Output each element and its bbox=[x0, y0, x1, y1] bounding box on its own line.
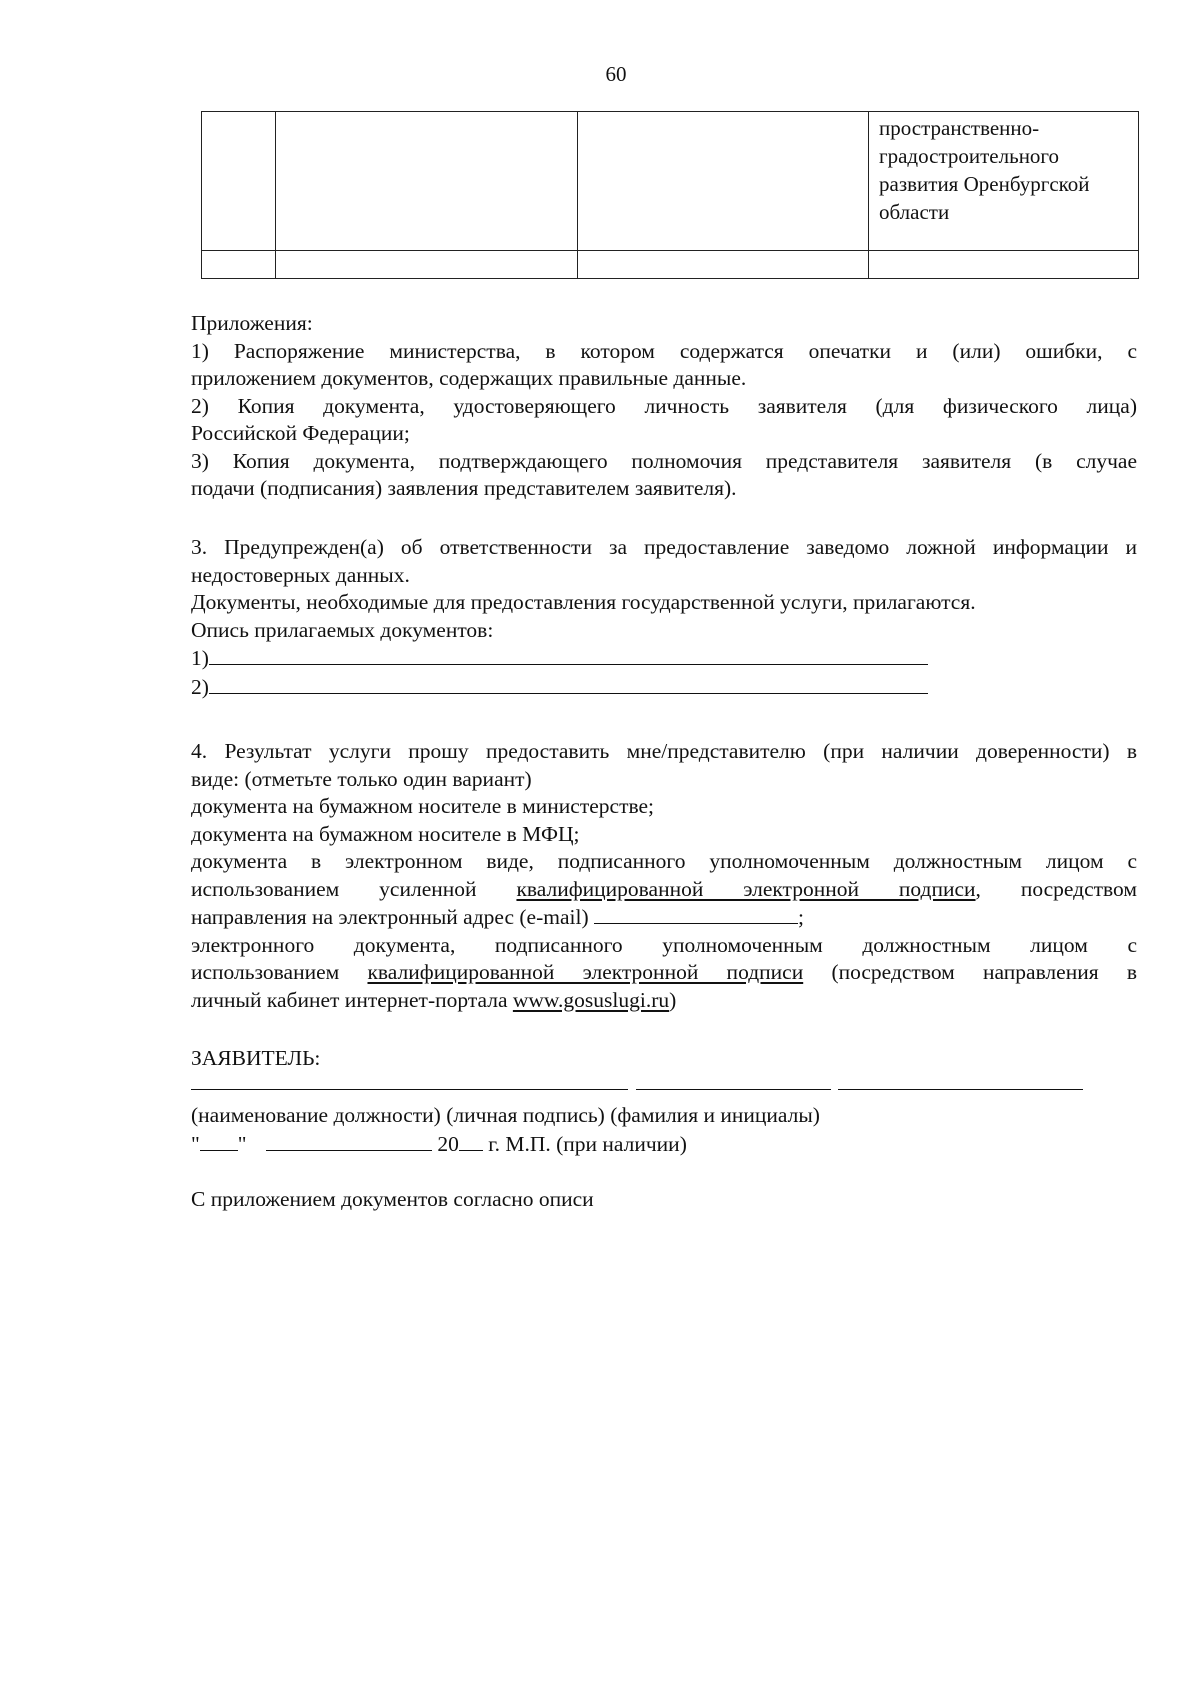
table-cell-authority bbox=[869, 112, 1139, 251]
inventory-field-2[interactable] bbox=[209, 673, 928, 694]
attachment-item-2: 2) Копия документа, удостоверяющего личность заявителя (для физического лица) bbox=[191, 393, 1137, 418]
footer-note: С приложением документов согласно описи bbox=[191, 1187, 594, 1211]
option-electronic-email[interactable]: документа в электронном виде, подписанного уполномоченным должностным лицом с bbox=[191, 849, 1137, 873]
inventory-item-1: 1) bbox=[191, 644, 1137, 673]
option-paper-mfc[interactable]: документа на бумажном носителе в МФЦ; bbox=[191, 821, 580, 846]
gosuslugi-link[interactable]: www.gosuslugi.ru bbox=[512, 987, 670, 1012]
option-electronic-portal-cont-2: личный кабинет интернет-портала www.gosuslugi.ru) bbox=[191, 987, 677, 1012]
attachments-block bbox=[191, 310, 1137, 503]
warning-text-cont: недостоверных данных. bbox=[191, 562, 410, 587]
option-electronic-portal[interactable]: электронного документа, подписанного уполномоченным должностным лицом с bbox=[191, 932, 1137, 957]
authority-text-line: области bbox=[879, 200, 950, 224]
result-request-text-cont: виде: (отметьте только один вариант) bbox=[191, 766, 532, 791]
table-cell bbox=[202, 112, 276, 251]
position-name-field[interactable] bbox=[191, 1089, 628, 1090]
authority-text-line: пространственно- bbox=[879, 116, 1040, 140]
qualified-signature-link[interactable]: квалифицированной электронной подписи bbox=[367, 960, 804, 984]
option-electronic-portal-cont: использованием квалифицированной электронной подписи (посредством направления в bbox=[191, 960, 1137, 984]
applicant-label: ЗАЯВИТЕЛЬ: bbox=[191, 1046, 321, 1070]
attachment-item-3: 3) Копия документа, подтверждающего полномочия представителя заявителя (в случае bbox=[191, 448, 1137, 473]
documents-attached-text: Документы, необходимые для предоставления государственной услуги, прилагаются. bbox=[191, 590, 976, 614]
option-paper-ministry[interactable]: документа на бумажном носителе в министерстве; bbox=[191, 794, 655, 818]
result-request-text: 4. Результат услуги прошу предоставить мне/представителю (при наличии доверенности) в bbox=[191, 739, 1137, 763]
date-year-field[interactable] bbox=[459, 1130, 483, 1151]
option-electronic-email-cont-2: направления на электронный адрес (e-mail) ; bbox=[191, 905, 804, 929]
option-electronic-email-cont: использованием усиленной квалифицированной электронной подписи, посредством bbox=[191, 876, 1137, 901]
continuation-table bbox=[201, 111, 1139, 279]
attachment-item-2-cont: Российской Федерации; bbox=[191, 421, 410, 445]
attachment-item-3-cont: подачи (подписания) заявления представителем заявителя). bbox=[191, 476, 737, 500]
table-cell bbox=[276, 112, 578, 251]
table-row bbox=[202, 251, 1139, 279]
table-cell bbox=[276, 251, 578, 279]
qualified-signature-link[interactable]: квалифицированной электронной подписи bbox=[516, 876, 976, 901]
table-cell bbox=[869, 251, 1139, 279]
table-cell bbox=[578, 112, 869, 251]
authority-text-line: развития Оренбургской bbox=[879, 172, 1090, 196]
inventory-item-2: 2) bbox=[191, 673, 1137, 702]
attachments-heading: Приложения: bbox=[191, 311, 313, 335]
attachment-item-1-cont: приложением документов, содержащих правильные данные. bbox=[191, 366, 747, 390]
date-line: " " 20 г. М.П. (при наличии) bbox=[191, 1132, 687, 1156]
email-field[interactable] bbox=[594, 903, 798, 924]
full-name-field[interactable] bbox=[838, 1089, 1083, 1090]
warning-text: 3. Предупрежден(а) об ответственности за предоставление заведомо ложной информации и bbox=[191, 535, 1137, 559]
authority-text-line: градостроительного bbox=[879, 144, 1060, 168]
section-4 bbox=[191, 738, 1137, 1014]
table-cell bbox=[578, 251, 869, 279]
section-3 bbox=[191, 534, 1137, 701]
signature-field[interactable] bbox=[636, 1089, 831, 1090]
table-cell bbox=[202, 251, 276, 279]
signature-captions: (наименование должности) (личная подпись) (фамилия и инициалы) bbox=[191, 1103, 820, 1127]
inventory-heading: Опись прилагаемых документов: bbox=[191, 617, 494, 642]
inventory-field-1[interactable] bbox=[209, 644, 928, 665]
date-day-field[interactable] bbox=[200, 1130, 238, 1151]
attachment-item-1: 1) Распоряжение министерства, в котором содержатся опечатки и (или) ошибки, с bbox=[191, 338, 1137, 363]
table-row bbox=[202, 112, 1139, 251]
page-number: 60 bbox=[605, 62, 627, 86]
date-month-field[interactable] bbox=[266, 1130, 432, 1151]
